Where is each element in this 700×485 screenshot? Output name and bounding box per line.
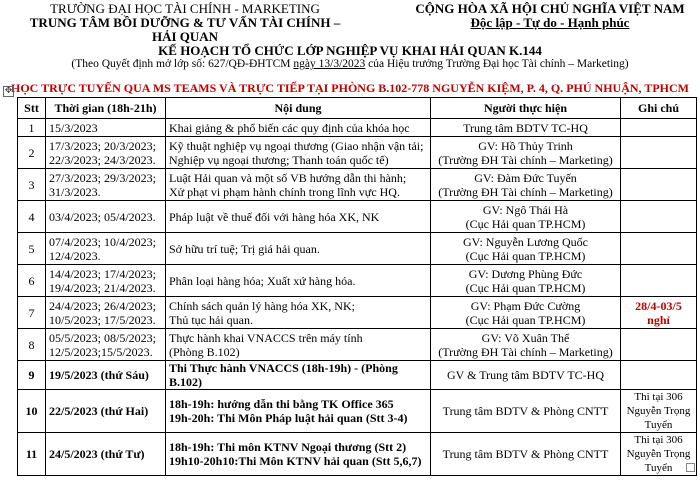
cell-content-line: 19h10-20h10:Thi Môn KTNV hải quan (Stt 5,6,7) (169, 454, 422, 468)
cell-content-line: Pháp luật về thuế đối với hàng hóa XK, NK (169, 209, 380, 224)
table-row (18, 201, 697, 233)
cell-note (621, 233, 697, 265)
cell-time-line: 22/3/2023; 24/3/2023. (49, 152, 156, 167)
cell-note (621, 201, 697, 233)
cell-time (46, 433, 166, 476)
cell-time (46, 329, 166, 361)
cell-executor-line: GV: Võ Xuân Thể (481, 330, 570, 345)
cell-executor (431, 265, 621, 297)
center-name: TRUNG TÂM BỒI DƯỠNG & TƯ VẤN TÀI CHÍNH – HẢI QUAN (29, 15, 341, 44)
cell-time (46, 297, 166, 329)
table-row (18, 433, 697, 476)
header-right (400, 2, 700, 30)
cell-content (166, 433, 431, 476)
cell-content-line: Phân loại hàng hóa; Xuất xứ hàng hóa. (169, 273, 356, 288)
cell-time-line: 05/5/2023; 08/5/2023; (49, 330, 157, 345)
cell-content-line: Nghiệp vụ ngoại thương; Thanh toán quốc tế) (169, 152, 389, 167)
cell-executor (431, 119, 621, 137)
cell-note-line: Tuyển (644, 419, 673, 431)
cell-note (621, 265, 697, 297)
cell-note-line: nghỉ (647, 312, 670, 327)
table-row (18, 169, 697, 201)
cell-stt: 3 (18, 169, 46, 201)
cell-executor-line: (Cục Hải quan TP.HCM) (465, 280, 586, 295)
cell-note (621, 361, 697, 390)
cell-content-line: Chính sách quản lý hàng hóa XK, NK; (169, 298, 355, 313)
cell-time (46, 265, 166, 297)
subtitle-date: ngày 13/3/2023 (293, 58, 366, 70)
cell-note-line: Thi tại 306 (634, 434, 683, 446)
university-name: TRƯỜNG ĐẠI HỌC TÀI CHÍNH - MARKETING (50, 1, 320, 16)
cell-time-line: 03/4/2023; 05/4/2023. (49, 209, 156, 224)
table-move-handle-icon[interactable]: ✥ (4, 86, 13, 96)
table-row (18, 119, 697, 137)
cell-content-line: Luật Hải quan và một số VB hướng dẫn thi hành; (169, 170, 407, 185)
cell-executor-line: (Cục Hải quan TP.HCM) (465, 216, 586, 231)
cell-stt: 8 (18, 329, 46, 361)
table-row (18, 233, 697, 265)
cell-time (46, 390, 166, 433)
cell-executor-line: (Cục Hải quan TP.HCM) (465, 248, 586, 263)
national-motto: Độc lập - Tự do - Hạnh phúc (470, 15, 630, 30)
cell-content (166, 361, 431, 390)
subtitle-pre: (Theo Quyết định mở lớp số: 627/QĐ-ĐHTCM (71, 58, 294, 70)
table-row (18, 297, 697, 329)
cell-content-line: Sở hữu trí tuệ; Trị giá hải quan. (169, 241, 320, 256)
cell-content (166, 119, 431, 137)
cell-executor-line: GV: Hồ Thủy Trinh (478, 138, 573, 153)
cell-stt: 10 (18, 390, 46, 433)
cell-content-line: 19h-20h: Thi Môn Pháp luật hải quan (Stt 3-4) (169, 411, 408, 425)
cell-time-line: 14/4/2023; 17/4/2023; (49, 266, 157, 281)
cell-time (46, 233, 166, 265)
header-time: Thời gian (18h-21h) (46, 98, 166, 119)
cell-executor-line: Trung tâm BDTV & Phòng CNTT (442, 404, 609, 418)
cell-stt: 1 (18, 119, 46, 137)
cell-note (621, 119, 697, 137)
header-left (20, 2, 350, 44)
table-row (18, 329, 697, 361)
cell-content-line: 18h-19h: hướng dẫn thi bằng TK Office 365 (169, 397, 394, 411)
document-title: KẾ HOẠCH TỔ CHỨC LỚP NGHIỆP VỤ KHAI HẢI QUAN K.144 (158, 43, 542, 58)
cell-stt: 7 (18, 297, 46, 329)
cell-time-line: 24/4/2023; 26/4/2023; (49, 298, 157, 313)
cell-time (46, 361, 166, 390)
cell-executor (431, 361, 621, 390)
cell-content-line: Kỹ thuật nghiệp vụ ngoại thương (Giao nhận vận tải; (169, 138, 424, 153)
cell-stt: 2 (18, 137, 46, 169)
cell-executor (431, 201, 621, 233)
cell-time-line: 17/3/2023; 20/3/2023; (49, 138, 157, 153)
cell-stt: 4 (18, 201, 46, 233)
cell-executor-line: GV & Trung tâm BDTV TC-HQ (446, 368, 605, 382)
table-header-row (18, 98, 697, 119)
header-stt: Stt (18, 98, 46, 119)
cell-executor-line: Trung tâm BDTV & Phòng CNTT (442, 447, 609, 461)
cell-content-line: Thực hành khai VNACCS trên máy tính (169, 330, 363, 345)
cell-content-line: Khai giảng & phổ biến các quy định của khóa học (169, 120, 410, 135)
cell-note (621, 390, 697, 433)
cell-content-line: Thi Thực hành VNACCS (18h-19h) - (Phòng B.102) (169, 361, 398, 389)
cell-executor-line: GV: Đàm Đức Tuyến (474, 170, 577, 185)
cell-executor (431, 390, 621, 433)
table-row (18, 390, 697, 433)
cell-time-line: 12/5/2023;15/5/2023. (49, 344, 153, 359)
cell-note (621, 329, 697, 361)
cell-content-line: 18h-19h: Thi môn KTNV Ngoại thương (Stt 2) (169, 440, 407, 454)
cell-content (166, 390, 431, 433)
cell-executor-line: (Trường ĐH Tài chính – Marketing) (438, 152, 613, 167)
cell-note-line: Nguyễn Trọng (626, 448, 691, 460)
cell-note-line: Thi tại 306 (634, 391, 683, 403)
cell-note (621, 137, 697, 169)
header-note: Ghi chú (621, 98, 697, 119)
cell-time-line: 12/4/2023. (49, 248, 101, 263)
cell-executor-line: GV: Phạm Đức Cường (470, 298, 581, 313)
cell-time-line: 19/4/2023; 21/4/2023. (49, 280, 156, 295)
cell-time-line: 31/3/2023. (49, 184, 101, 199)
cell-executor (431, 329, 621, 361)
cell-executor (431, 233, 621, 265)
cell-executor-line: (Trường ĐH Tài chính – Marketing) (438, 184, 613, 199)
table-row (18, 361, 697, 390)
cell-note-line: 28/4-03/5 (635, 298, 682, 313)
cell-time-line: 07/4/2023; 10/4/2023; (49, 234, 157, 249)
header-content: Nội dung (166, 98, 431, 119)
cell-executor-line: GV: Dương Phùng Đức (468, 266, 583, 281)
cell-time-line: 27/3/2023; 29/3/2023; (49, 170, 157, 185)
document-subtitle (0, 58, 700, 71)
national-title: CỘNG HÒA XÃ HỘI CHỦ NGHĨA VIỆT NAM (415, 1, 685, 16)
cell-content (166, 169, 431, 201)
cell-content (166, 297, 431, 329)
cell-content (166, 329, 431, 361)
table-resize-handle[interactable] (686, 463, 695, 472)
cell-content (166, 201, 431, 233)
cell-stt: 9 (18, 361, 46, 390)
cell-time (46, 169, 166, 201)
cell-stt: 11 (18, 433, 46, 476)
cell-content (166, 137, 431, 169)
cell-time-line: 19/5/2023 (thứ Sáu) (49, 368, 149, 382)
cell-content-line: (Phòng B.102) (169, 344, 240, 359)
cell-time (46, 201, 166, 233)
cell-time-line: 10/5/2023; 17/5/2023. (49, 312, 156, 327)
cell-time-line: 24/5/2023 (thứ Tư) (49, 447, 145, 461)
cell-note-line: Nguyễn Trọng (626, 405, 691, 417)
subtitle-post: của Hiệu trưởng Trường Đại học Tài chính – Marketing) (365, 58, 629, 70)
cell-note (621, 169, 697, 201)
cell-executor (431, 169, 621, 201)
cell-stt: 5 (18, 233, 46, 265)
cell-content (166, 265, 431, 297)
cell-executor (431, 433, 621, 476)
cell-content-line: Xử phạt vi phạm hành chính trong lĩnh vực HQ. (169, 184, 400, 199)
cell-executor-line: GV: Nguyễn Lương Quốc (463, 234, 588, 249)
cell-content-line: Thủ tục hải quan. (169, 312, 253, 327)
cell-executor-line: (Cục Hải quan TP.HCM) (465, 312, 586, 327)
cell-executor-line: GV: Ngô Thái Hà (482, 202, 569, 217)
cell-executor (431, 297, 621, 329)
cell-executor-line: (Trường ĐH Tài chính – Marketing) (438, 344, 613, 359)
cell-stt: 6 (18, 265, 46, 297)
cell-time-line: 15/3/2023 (49, 120, 98, 135)
table-row (18, 265, 697, 297)
cell-content (166, 233, 431, 265)
cell-time (46, 137, 166, 169)
cell-executor (431, 137, 621, 169)
cell-time (46, 119, 166, 137)
cell-executor-line: Trung tâm BDTV TC-HQ (463, 120, 588, 135)
schedule-table (17, 97, 697, 476)
table-row (18, 137, 697, 169)
cell-note-line: Tuyển (644, 462, 673, 474)
header-executor: Người thực hiện (431, 98, 621, 119)
cell-time-line: 22/5/2023 (thứ Hai) (49, 404, 149, 418)
cell-note (621, 297, 697, 329)
venue-line: HỌC TRỰC TUYẾN QUA MS TEAMS VÀ TRỰC TIẾP TẠI PHÒNG B.102-778 NGUYỄN KIỆM, P. 4, Q. PHÚ NHUẬN, TPHCM (11, 81, 689, 95)
